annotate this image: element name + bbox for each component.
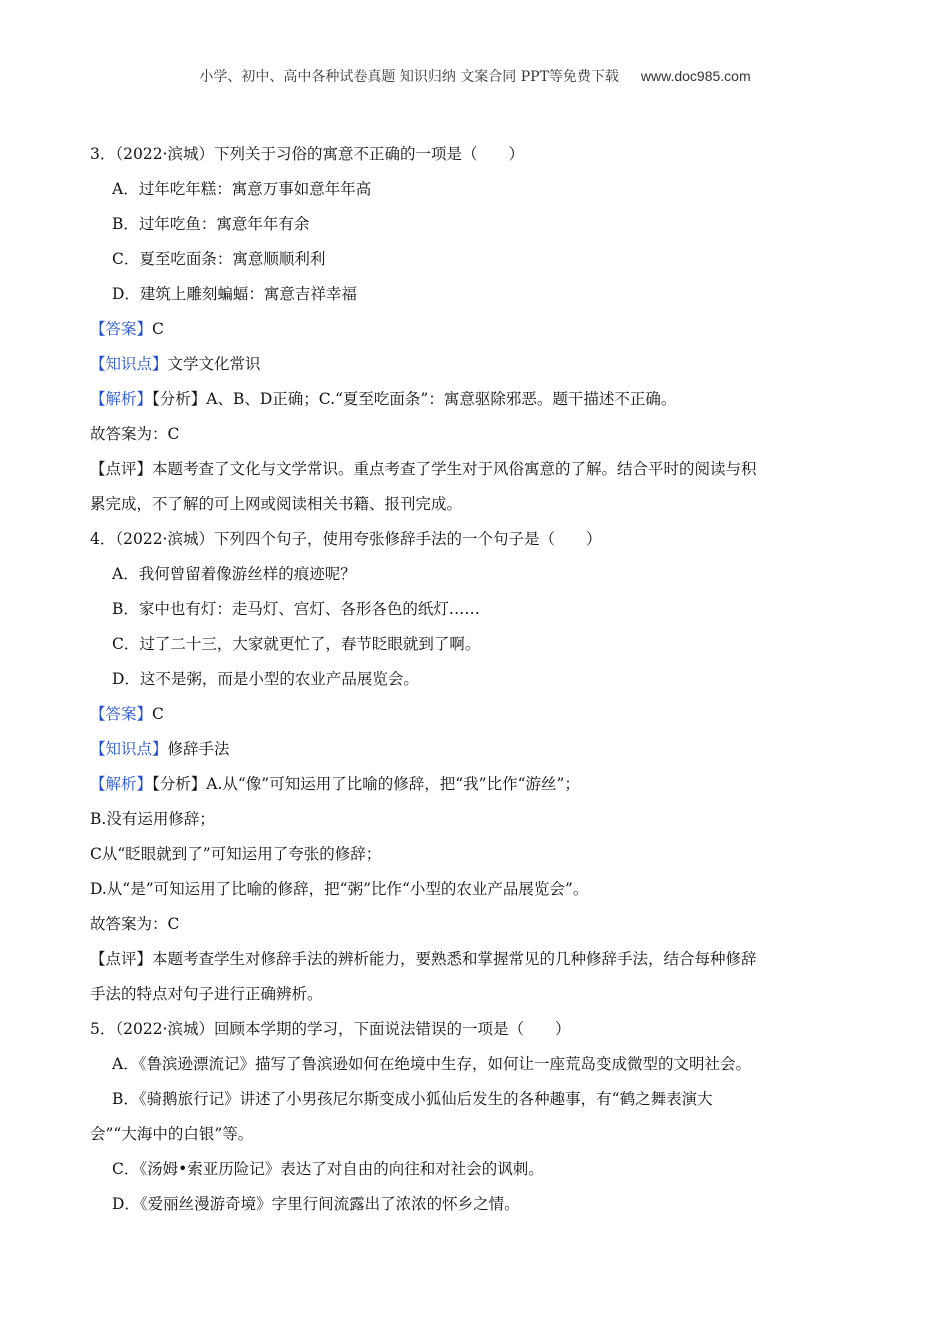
q4-analysis-c: C从“眨眼就到了”可知运用了夸张的修辞； [90,845,382,863]
q3-option-c: C．夏至吃面条：寓意顺顺利利 [112,250,326,268]
q4-option-a: A．我何曾留着像游丝样的痕迹呢？ [112,565,356,583]
q4-analysis-text: 【分析】A.从“像”可知运用了比喻的修辞，把“我”比作“游丝”； [152,775,580,793]
q4-knowledge [90,732,860,767]
q3-comment [90,452,860,487]
q3-answer [90,312,860,347]
q4-comment-cont: 手法的特点对句子进行正确辨析。 [90,985,323,1003]
q4-analysis [90,767,860,802]
q4-analysis-b: B.没有运用修辞； [90,810,215,828]
q3-option-a: A．过年吃年糕：寓意万事如意年年高 [112,180,372,198]
q3-option-d: D．建筑上雕刻蝙蝠：寓意吉祥幸福 [112,285,357,303]
analysis-tag: 【解析】 [90,775,153,793]
q4-conclusion: 故答案为：C [90,915,180,933]
q3-comment-text: 本题考查了文化与文学常识。重点考查了学生对于风俗寓意的了解。结合平时的阅读与积 [152,460,757,478]
comment-tag: 【点评】 [90,460,153,478]
analysis-tag: 【解析】 [90,390,153,408]
q4-option-c: C．过了二十三，大家就更忙了，春节眨眼就到了啊。 [112,635,481,653]
q5-option-c: C．《汤姆•索亚历险记》表达了对自由的向往和对社会的讽刺。 [112,1160,544,1178]
q4-answer [90,697,860,732]
q3-conclusion: 故答案为：C [90,425,180,443]
q4-knowledge-value: 修辞手法 [167,740,230,758]
q3-stem: 3．（2022·滨城）下列关于习俗的寓意不正确的一项是（ ） [90,145,524,163]
q3-comment-cont: 累完成，不了解的可上网或阅读相关书籍、报刊完成。 [90,495,463,513]
q5-option-d: D．《爱丽丝漫游奇境》字里行间流露出了浓浓的怀乡之情。 [112,1195,520,1213]
q5-stem: 5．（2022·滨城）回顾本学期的学习，下面说法错误的一项是（ ） [90,1020,571,1038]
q5-option-b-cont: 会”“大海中的白银”等。 [90,1125,254,1143]
q5-option-b: B．《骑鹅旅行记》讲述了小男孩尼尔斯变成小狐仙后发生的各种趣事，有“鹤之舞表演大 [112,1090,713,1108]
page-header [0,66,950,86]
q4-answer-value: C [152,705,164,723]
comment-tag: 【点评】 [90,950,153,968]
knowledge-tag: 【知识点】 [90,355,168,373]
q3-answer-value: C [152,320,164,338]
q5-option-a: A．《鲁滨逊漂流记》描写了鲁滨逊如何在绝境中生存，如何让一座荒岛变成微型的文明社会。 [112,1055,751,1073]
q4-option-d: D．这不是粥，而是小型的农业产品展览会。 [112,670,419,688]
q3-knowledge [90,347,860,382]
q3-option-b: B．过年吃鱼：寓意年年有余 [112,215,310,233]
knowledge-tag: 【知识点】 [90,740,168,758]
header-url[interactable]: www.doc985.com [640,68,751,84]
answer-tag: 【答案】 [90,320,153,338]
q4-analysis-d: D.从“是”可知运用了比喻的修辞，把“粥”比作“小型的农业产品展览会”。 [90,880,589,898]
q4-stem: 4．（2022·滨城）下列四个句子，使用夸张修辞手法的一个句子是（ ） [90,530,602,548]
q4-comment [90,942,860,977]
q4-comment-text: 本题考查学生对修辞手法的辨析能力，要熟悉和掌握常见的几种修辞手法，结合每种修辞 [152,950,757,968]
q3-analysis-text: 【分析】A、B、D正确；C.“夏至吃面条”：寓意驱除邪恶。题干描述不正确。 [152,390,677,408]
q4-option-b: B．家中也有灯：走马灯、宫灯、各形各色的纸灯…… [112,600,480,618]
q3-knowledge-value: 文学文化常识 [167,355,261,373]
header-text: 小学、初中、高中各种试卷真题 知识归纳 文案合同 PPT等免费下载 [199,69,619,85]
document-body [90,137,860,1222]
answer-tag: 【答案】 [90,705,153,723]
q3-analysis [90,382,860,417]
